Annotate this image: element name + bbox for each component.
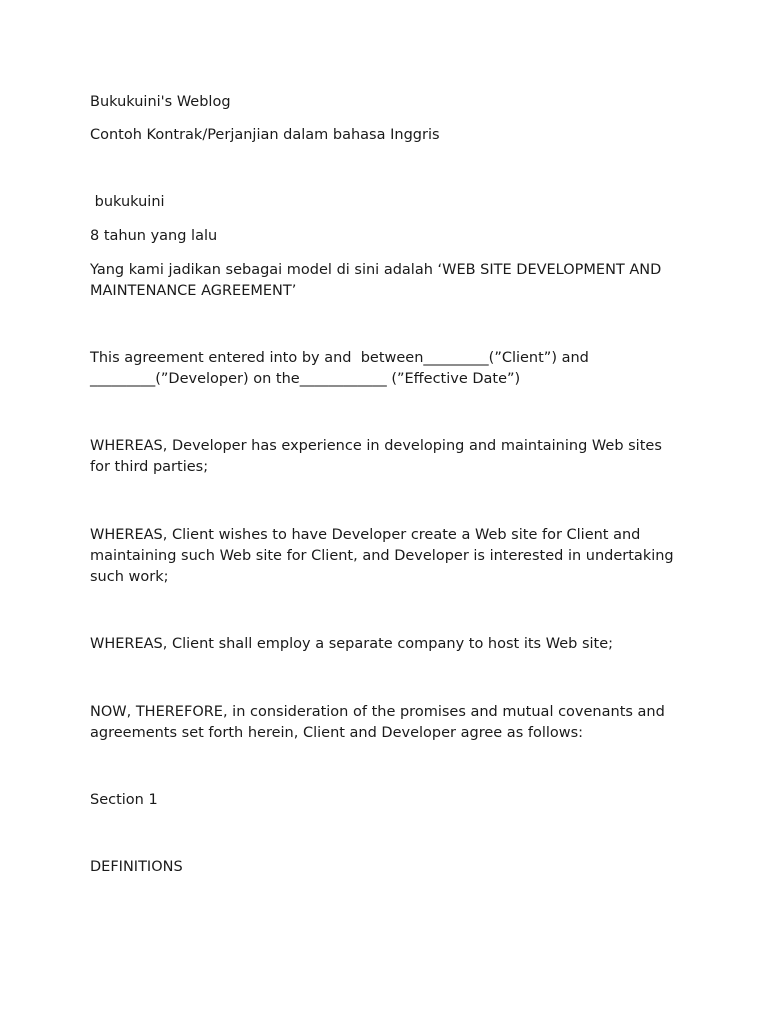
agreement-parties-paragraph: This agreement entered into by and between_________(”Client”) and _________(”Developer) on the____________ (”Effective Date”) [90,350,594,387]
whereas-hosting-paragraph: WHEREAS, Client shall employ a separate company to host its Web site; [90,636,614,652]
post-author: bukukuini [90,194,165,210]
intro-paragraph: Yang kami jadikan sebagai model di sini adalah ‘WEB SITE DEVELOPMENT AND MAINTENANCE AGREEMENT’ [90,262,666,299]
now-therefore-paragraph: NOW, THEREFORE, in consideration of the promises and mutual covenants and agreements set forth herein, Client and Developer agree as follows: [90,704,670,741]
section-heading: DEFINITIONS [90,859,183,875]
whereas-experience-paragraph: WHEREAS, Developer has experience in developing and maintaining Web sites for third parties; [90,438,672,475]
post-date: 8 tahun yang lalu [90,228,218,244]
blog-title: Bukukuini's Weblog [90,94,231,110]
section-label: Section 1 [90,792,158,808]
post-title: Contoh Kontrak/Perjanjian dalam bahasa Inggris [90,127,440,143]
whereas-client-wishes-paragraph: WHEREAS, Client wishes to have Developer create a Web site for Client and maintaining such Web site for Client, and Developer is interested in undertaking such work; [90,527,679,585]
